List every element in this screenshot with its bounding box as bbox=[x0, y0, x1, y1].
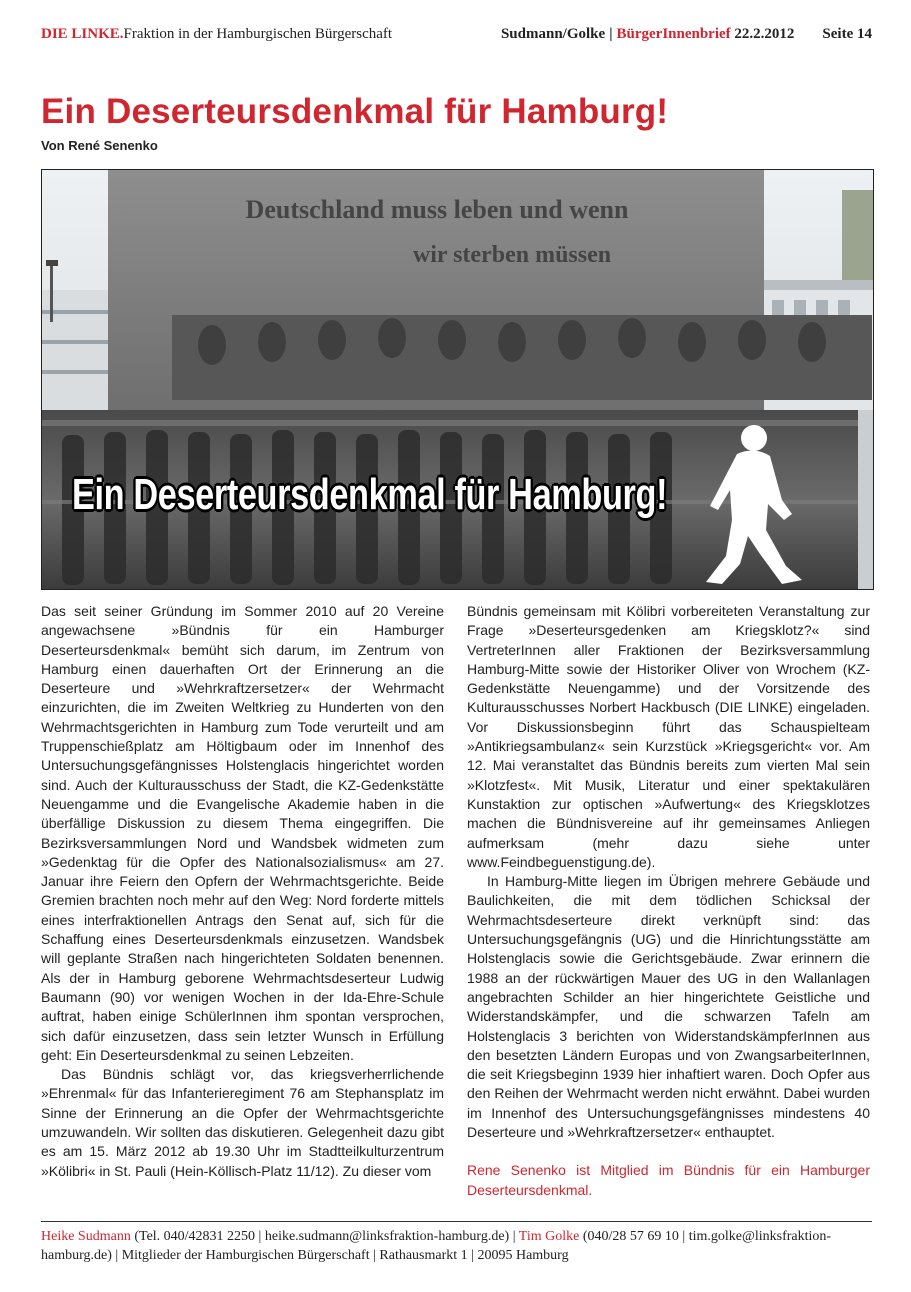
party-logo-text: DIE LINKE. bbox=[41, 26, 124, 42]
article-byline: Von René Senenko bbox=[41, 138, 158, 153]
paragraph-3: In Hamburg-Mitte liegen im Übrigen mehrere Gebäude und Baulichkeiten, die mit dem tödlichen Schicksal der Wehrmachtsdeserteure direkt verknüpft sind: das Untersuchungsgefängnis (UG) und die Hinrichtungsstätte am Holstenglacis sowie die Gerichtsgebäude. Zwar erinnern die 1988 an der rückwärtigen Mauer des UG in den Wallanlagen angebrachten Schilder an hier hingerichtete Geistliche und Widerstandskämpfer, und die schwarzen Tafeln am Holstenglacis 3 berichten von WiderstandskämpferInnen aus den besetzten Ländern Europas und von ZwangsarbeiterInnen, die seit Kriegsbeginn 1939 hier inhaftiert waren. Doch Opfer aus den Reihen der Wehrmacht werden nicht erwähnt. Dabei wurden im Innenhof des Untersuchungsgefängnisses mindestens 40 Deserteure und »Wehrkraftzersetzer« enthauptet. bbox=[467, 873, 870, 1141]
inscription-line-2: wir sterben müssen bbox=[412, 242, 612, 268]
footer-name-sudmann: Heike Sudmann bbox=[41, 1229, 131, 1244]
footer-contact-sudmann: (Tel. 040/42831 2250 | heike.sudmann@linksfraktion-hamburg.de) | bbox=[130, 1229, 519, 1244]
page-header bbox=[41, 26, 872, 48]
header-authors: Sudmann/Golke bbox=[500, 26, 606, 42]
inscription-line-1: Deutschland muss leben und wenn bbox=[245, 195, 629, 224]
fraction-name: Fraktion in der Hamburgischen Bürgerschaft bbox=[123, 26, 393, 42]
header-left bbox=[41, 26, 392, 43]
paragraph-1: Das seit seiner Gründung im Sommer 2010 auf 20 Vereine angewachsene »Bündnis für ein Hamburger Deserteursdenkmal« bemüht sich darum, im Zentrum von Hamburg einen dauerhaften Ort der Erinnerung an die Deserteure und »Wehrkraftzersetzer« der Wehrmacht einzurichten, die im Zweiten Weltkrieg zu Hunderten von den Wehrmachtsgerichten in Hamburg zum Tode verurteilt und am Truppenschießplatz am Höltigbaum oder im Innenhof des Untersuchungsgefängnisses Holstenglacis hingerichtet worden sind. Auch der Kulturausschuss der Stadt, die KZ-Gedenkstätte Neuengamme und die Evangelische Akademie haben in die überfällige Diskussion zu diesem Thema eingegriffen. Die Bezirksversammlungen Nord und Wandsbek widmeten zum »Gedenktag für die Opfer des Nationalsozialismus« am 27. Januar ihre Feiern den Opfern der Wehrmachtsgerichte. Beide Gremien brachten noch mehr auf den Weg: Nord forderte mittels eines interfraktionellen Antrags den Senat auf, sich für die Schaffung eines Deserteursdenkmals einzusetzen. Wandsbek will geplante Straßen nach hingerichteten Soldaten benennen. Als der in Hamburg geborene Wehrmachtsdeserteur Ludwig Baumann (90) vor wenigen Wochen in der Ida-Ehre-Schule auftrat, haben einige SchülerInnen ihm spontan versprochen, sich dafür einzusetzen, dass sein letzter Wunsch in Erfüllung geht: Ein Deserteursdenkmal zu seinen Lebzeiten. bbox=[41, 603, 444, 1063]
article-column-left bbox=[41, 602, 444, 1181]
footer-name-golke: Tim Golke bbox=[518, 1229, 580, 1244]
page-footer bbox=[41, 1227, 872, 1265]
image-banner-text: Ein Deserteursdenkmal für Hamburg! bbox=[72, 470, 668, 519]
footer-divider bbox=[41, 1221, 872, 1222]
header-separator: | bbox=[609, 26, 613, 42]
article-photo bbox=[41, 169, 874, 590]
article-title: Ein Deserteursdenkmal für Hamburg! bbox=[41, 92, 669, 131]
newsletter-name: BürgerInnenbrief bbox=[616, 26, 731, 42]
footer-contact-golke: (040/28 57 69 10 | tim.golke@linksfraktion-hamburg.de) | Mitglieder der Hamburgischen Bürgerschaft | Rathausmarkt 1 | 20095 Hamburg bbox=[41, 1229, 832, 1263]
paragraph-2-continued: Bündnis gemeinsam mit Kölibri vorbereiteten Veranstaltung zur Frage »Deserteursgedenken am Kriegsklotz?« sind VertreterInnen aller Fraktionen der Bezirksversammlung Hamburg-Mitte sowie der Historiker Oliver von Wrochem (KZ-Gedenkstätte Neuengamme) und der Vorsitzende des Kulturausschusses Norbert Hackbusch (DIE LINKE) eingeladen. Vor Diskussionsbeginn führt das Schauspielteam »Antikriegsambulanz« sein Kurzstück »Kriegsgericht« vor. Am 12. Mai veranstaltet das Bündnis bereits zum vierten Mal sein »Klotzfest«. Mit Musik, Literatur und einer spektakulären Kunstaktion zur optischen »Aufwertung« des Kriegsklotzes machen die Bündnisvereine auf ihr gemeinsames Anliegen aufmerksam (mehr dazu siehe unter www.Feindbeguenstigung.de). bbox=[467, 603, 870, 870]
relief-right-edge bbox=[858, 410, 874, 590]
header-right bbox=[501, 26, 872, 43]
page-number: Seite 14 bbox=[822, 26, 872, 42]
newsletter-date: 22.2.2012 bbox=[734, 26, 795, 42]
author-note: Rene Senenko ist Mitglied im Bündnis für ein Hamburger Deserteursdenkmal. bbox=[467, 1162, 870, 1198]
memorial-photo-illustration bbox=[42, 170, 874, 590]
article-column-right bbox=[467, 602, 870, 1200]
paragraph-2: Das Bündnis schlägt vor, das kriegsverherrlichende »Ehrenmal« für das Infanterieregiment 76 am Stephansplatz im Sinne der Erinnerung an die Opfer der Wehrmachtsgerichte umzuwandeln. Wir sollten das diskutieren. Gelegenheit dazu gibt es am 15. März 2012 ab 19.30 Uhr im Stadtteilkulturzentrum »Kölibri« in St. Pauli (Hein-Köllisch-Platz 11/12). Zu dieser vom bbox=[41, 1066, 444, 1179]
